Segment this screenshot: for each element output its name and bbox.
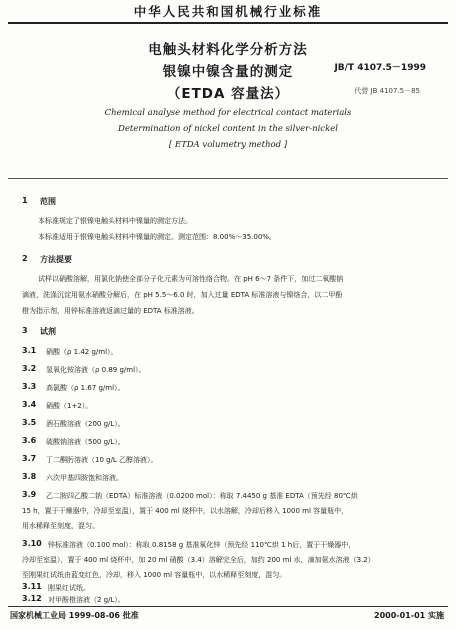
paragraph-line: 滴液，洗涤沉淀用氨水硝酸分解后，在 pH 5.5～6.0 时，加入过量 EDTA 标准溶液与镍络合，以二甲酚 xyxy=(22,291,343,299)
paragraph-line: 本标准适用于银镍电触头材料中镍量的测定。测定范围：8.00%～35.00%。 xyxy=(38,233,276,241)
english-title-3: [ ETDA volumetry method ] xyxy=(168,140,288,150)
clause-text: 对甲酚橙溶液（2 g/L）。 xyxy=(48,596,125,604)
english-title-1: Chemical analyse method for electrical contact materials xyxy=(104,108,352,118)
clause-number: 3.10 xyxy=(22,539,42,548)
clause-text: 六次甲基四胺饱和溶液。 xyxy=(46,474,123,482)
clause-text: 至刚果红试纸由蓝变红色，冷却，移入 1000 ml 容量瓶中，以水稀释至刻度，混匀。 xyxy=(22,571,287,579)
section-rule xyxy=(8,178,448,179)
header-rule xyxy=(8,22,448,24)
paragraph-line: 橙为指示剂，用锌标准溶液返滴过量的 EDTA 标准溶液。 xyxy=(22,307,199,315)
clause-number: 3.11 xyxy=(22,582,42,591)
clause-text: 氢氧化铵溶液（ρ 0.89 g/ml）。 xyxy=(46,366,146,374)
clause-text: 锌标准溶液（0.100 mol）：称取 0.8158 g 基准氧化锌（预先经 110℃烘 1 h后，置于干燥器中， xyxy=(48,541,356,549)
standard-number: JB/T 4107.5－1999 xyxy=(334,63,426,73)
clause-text: 乙二胺四乙酸二钠（EDTA）标准溶液（0.0200 mol）：称取 7.4450 g 基准 EDTA（预先经 80℃烘 xyxy=(46,492,358,500)
clause-text: 酒石酸溶液（200 g/L）。 xyxy=(46,420,125,428)
title-line-2: 银镍中镍含量的测定 xyxy=(162,64,294,80)
section-title: 试剂 xyxy=(40,327,56,336)
paragraph-line: 试样以硝酸溶解，用氯化钠使全部分子化元素为可溶性络合物。在 pH 6～7 条件下，加过二氧酸钠 xyxy=(38,275,344,283)
implementation-date: 2000-01-01 实施 xyxy=(374,611,444,620)
approval-note: 国家机械工业局 1999-08-06 批准 xyxy=(10,611,139,620)
clause-text: 刚果红试纸。 xyxy=(48,584,90,592)
title-line-1: 电触头材料化学分析方法 xyxy=(148,42,308,58)
clause-number: 3.12 xyxy=(22,594,42,603)
clause-number: 3.1 xyxy=(22,346,37,355)
clause-text: 用水稀释至刻度，混匀。 xyxy=(22,522,99,530)
footer-rule xyxy=(8,606,448,607)
english-title-2: Determination of nickel content in the silver-nickel xyxy=(118,124,338,134)
section-number: 1 xyxy=(22,196,28,205)
clause-number: 3.3 xyxy=(22,382,37,391)
clause-text: 硝酸（ρ 1.42 g/ml）。 xyxy=(46,348,118,356)
clause-number: 3.5 xyxy=(22,418,37,427)
standard-header: 中华人民共和国机械行业标准 xyxy=(133,4,323,19)
clause-text: 硫酸钠溶液（500 g/L）。 xyxy=(46,438,125,446)
clause-number: 3.7 xyxy=(22,454,37,463)
section-number: 3 xyxy=(22,326,28,335)
clause-text: 15 h，置于干燥器中，冷却至室温），置于 400 ml 烧杯中，以水溶解，冷却后移入 1000 ml 容量瓶中， xyxy=(22,507,349,515)
clause-text: 冷却至室温），置于 400 ml 烧杯中，加 20 ml 硝酸（3.4）溶解完全后，加约 200 ml 水，滴加氨水溶液（3.2） xyxy=(22,556,375,564)
clause-text: 高氯酸（ρ 1.67 g/ml）。 xyxy=(46,384,125,392)
clause-number: 3.6 xyxy=(22,436,37,445)
replaces-note: 代替 JB 4107.5－85 xyxy=(354,87,420,95)
section-number: 2 xyxy=(22,254,28,263)
section-title: 方法提要 xyxy=(40,255,72,264)
clause-number: 3.9 xyxy=(22,490,37,499)
paragraph-line: 本标准规定了银镍电触头材料中镍量的测定方法。 xyxy=(38,217,192,225)
title-line-3: （ETDA 容量法） xyxy=(166,86,290,102)
clause-text: 丁二酮肟溶液（10 g/L 乙醇溶液）。 xyxy=(46,456,158,464)
clause-number: 3.2 xyxy=(22,364,37,373)
clause-text: 硝酸（1+2）。 xyxy=(46,402,93,410)
section-title: 范围 xyxy=(40,197,56,206)
clause-number: 3.4 xyxy=(22,400,37,409)
clause-number: 3.8 xyxy=(22,472,37,481)
